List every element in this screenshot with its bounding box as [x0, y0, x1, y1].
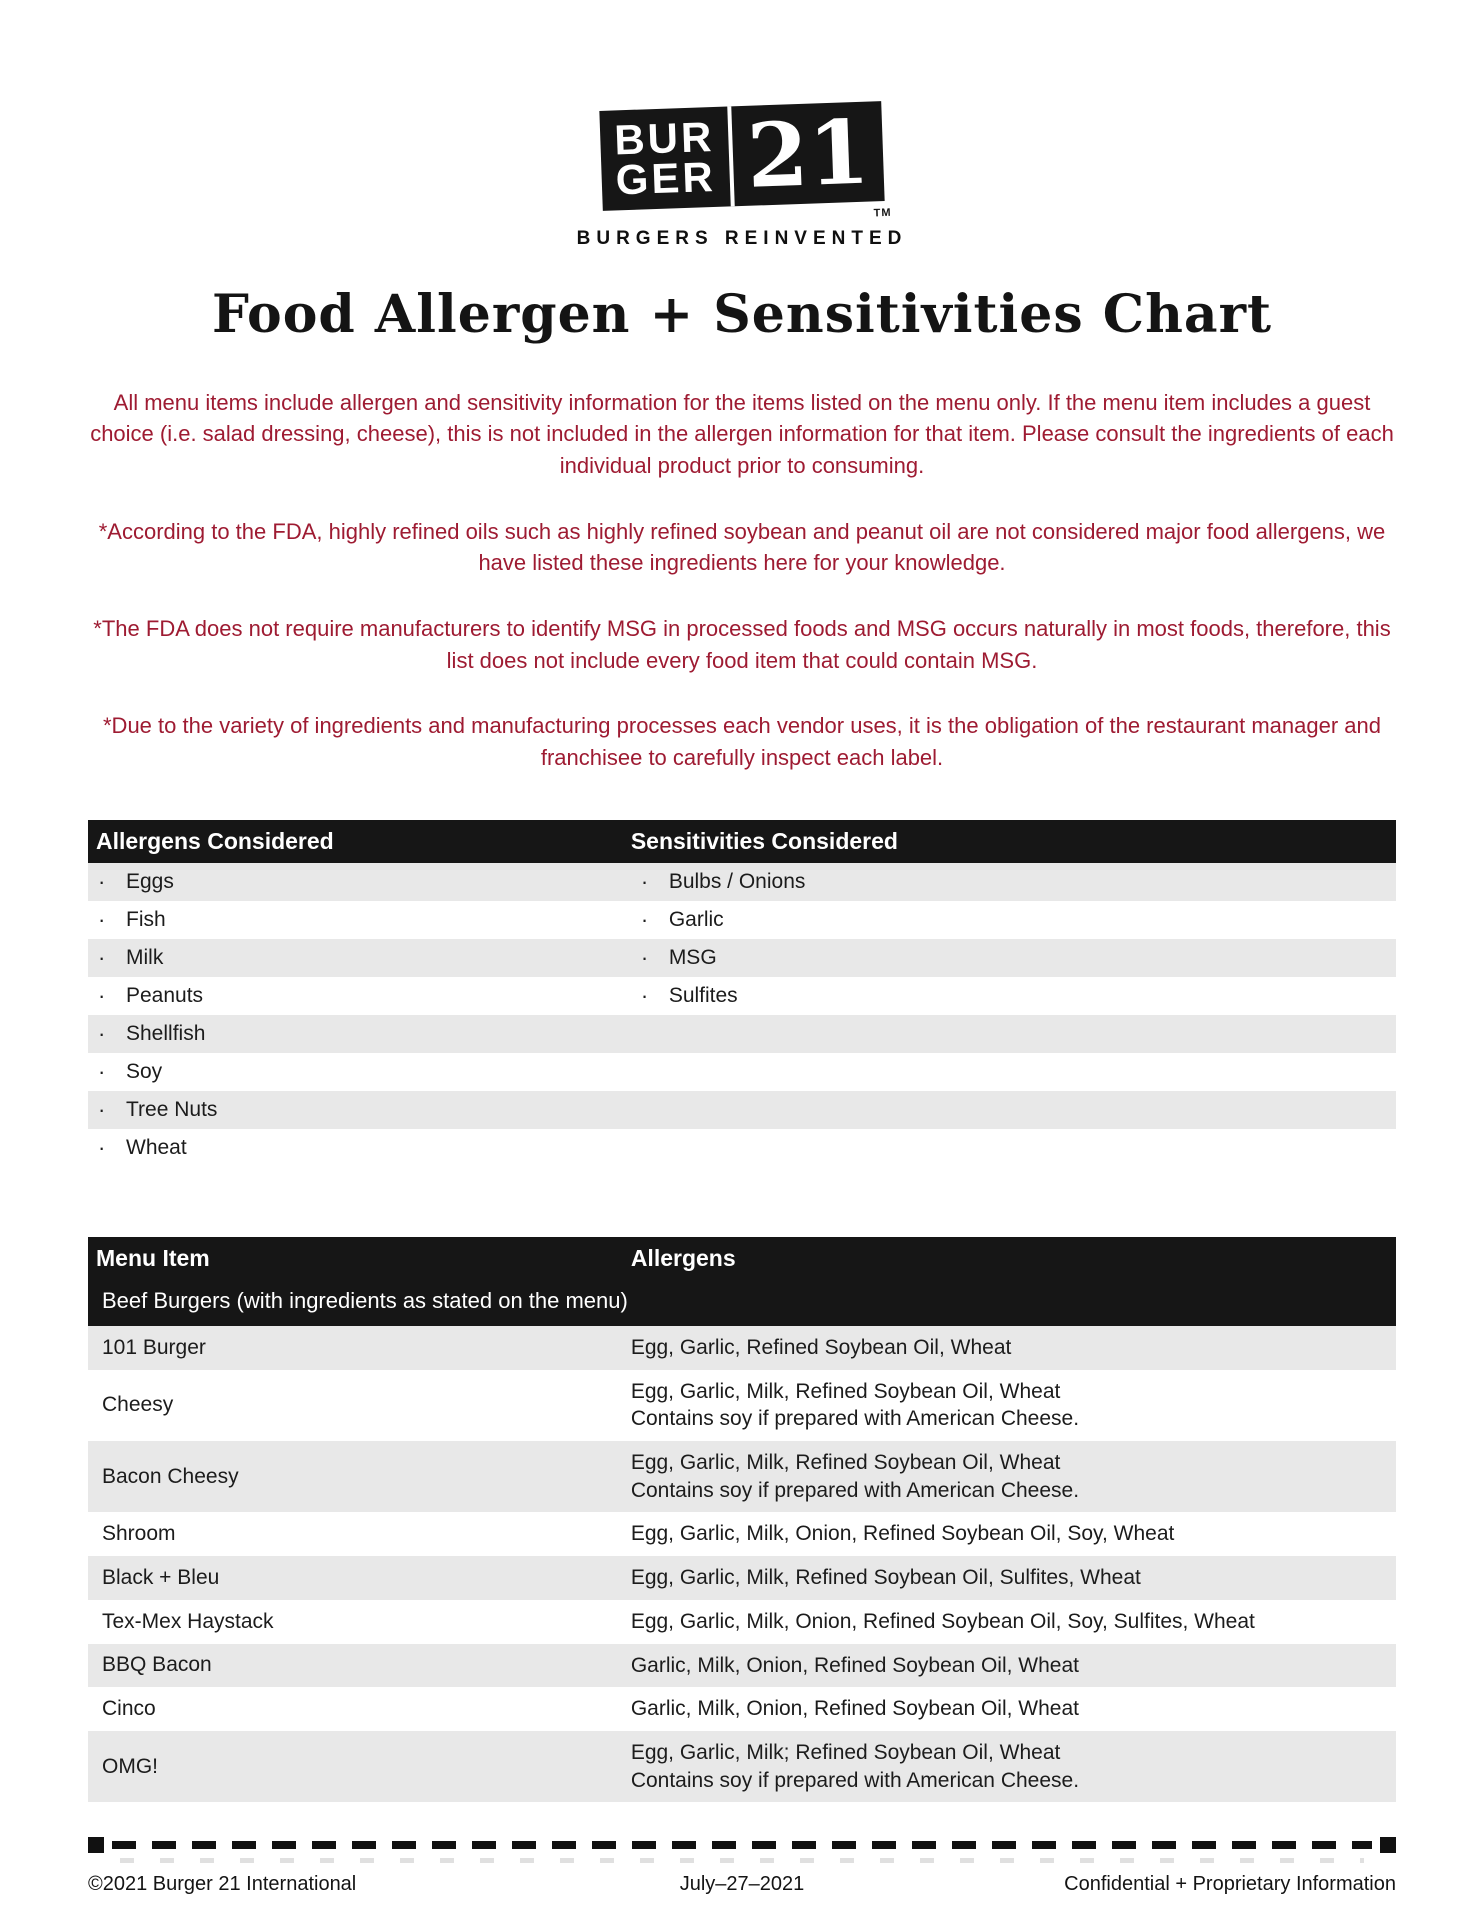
sensitivity-cell — [631, 1091, 1396, 1129]
sensitivities-considered-header: Sensitivities Considered — [630, 827, 898, 854]
menu-item-header: Menu Item — [96, 1244, 210, 1271]
menu-item-name: Bacon Cheesy — [102, 1464, 239, 1488]
menu-table-header — [88, 1237, 1396, 1280]
logo-text-ger: GER — [614, 152, 717, 204]
menu-item-name: 101 Burger — [102, 1335, 206, 1359]
menu-item-name: Tex-Mex Haystack — [102, 1609, 274, 1633]
allergens-considered-header: Allergens Considered — [96, 827, 334, 854]
bullet-icon: · — [640, 906, 649, 932]
menu-row — [88, 1731, 1396, 1802]
menu-item-allergens — [631, 1441, 1396, 1512]
intro-paragraph: *The FDA does not require manufacturers to identify MSG in processed foods and MSG occurs naturally in most foods, therefore, this list does not include every food item that could contain MSG. — [93, 616, 1391, 673]
menu-row — [88, 1441, 1396, 1512]
allergen-cell-label: Tree Nuts — [126, 1097, 218, 1121]
menu-row — [88, 1512, 1396, 1556]
sensitivity-cell — [631, 1015, 1396, 1053]
allergen-cell — [88, 1015, 631, 1053]
allergen-cell — [88, 1091, 631, 1129]
bullet-icon: · — [640, 868, 649, 894]
menu-item-name: OMG! — [102, 1754, 158, 1778]
allergen-cell-label: Shellfish — [126, 1021, 206, 1045]
allergen-cell — [88, 1129, 631, 1167]
footer — [88, 1837, 1396, 1896]
menu-item-allergens — [631, 1731, 1396, 1802]
menu-item-name: BBQ Bacon — [102, 1653, 212, 1677]
bullet-icon: · — [98, 944, 106, 970]
bullet-icon: · — [98, 1058, 106, 1084]
allergen-row — [88, 1053, 1396, 1091]
burger21-logo — [599, 99, 892, 220]
logo-section — [88, 0, 1396, 250]
allergen-cell — [88, 1053, 631, 1091]
logo-text-bur: BUR — [613, 112, 715, 164]
allergen-note: Contains soy if prepared with American Cheese. — [630, 1407, 1080, 1431]
footer-date: July–27–2021 — [679, 1873, 805, 1895]
menu-allergens-header: Allergens — [630, 1244, 736, 1271]
menu-item-allergens — [631, 1370, 1396, 1441]
intro-paragraph: All menu items include allergen and sensitivity information for the items listed on the menu only. If the menu item includes a guest choice (i.e. salad dressing, cheese), this is not included in the allergen information for that item. Please consult the ingredients of each individual product prior to consuming. — [90, 389, 1394, 479]
menu-row — [88, 1326, 1396, 1370]
menu-item-allergens — [631, 1556, 1396, 1600]
square-end-left-icon — [88, 1837, 104, 1853]
allergen-line: Egg, Garlic, Milk, Onion, Refined Soybean Oil, Soy, Wheat — [630, 1522, 1175, 1546]
bullet-icon: · — [98, 868, 106, 894]
menu-row — [88, 1644, 1396, 1688]
menu-item-allergens — [631, 1600, 1396, 1644]
menu-item-name: Cinco — [102, 1697, 156, 1721]
bullet-icon: · — [640, 944, 649, 970]
allergen-line: Garlic, Milk, Onion, Refined Soybean Oil, Wheat — [630, 1653, 1080, 1677]
sensitivity-cell-label: MSG — [668, 945, 717, 969]
allergen-cell — [88, 939, 631, 977]
sensitivity-cell — [631, 939, 1396, 977]
sensitivity-cell — [631, 863, 1396, 901]
logo-tagline: BURGERS REINVENTED — [576, 227, 908, 249]
trademark-symbol: TM — [873, 206, 892, 220]
menu-row — [88, 1370, 1396, 1441]
allergen-line: Egg, Garlic, Milk, Onion, Refined Soybean Oil, Soy, Sulfites, Wheat — [630, 1609, 1255, 1633]
sensitivity-cell — [631, 1053, 1396, 1091]
allergen-cell — [88, 901, 631, 939]
allergen-line: Egg, Garlic, Milk, Refined Soybean Oil, Wheat — [630, 1379, 1061, 1403]
allergen-table-body — [88, 863, 1396, 1167]
menu-item-name: Cheesy — [102, 1393, 174, 1417]
allergen-cell-label: Milk — [126, 945, 164, 969]
logo-wordmark — [599, 106, 734, 210]
footer-dash-line — [88, 1837, 1396, 1853]
allergen-cell-label: Peanuts — [126, 983, 204, 1007]
menu-item-allergens — [631, 1326, 1396, 1370]
footer-confidential: Confidential + Proprietary Information — [1064, 1873, 1396, 1895]
allergen-cell — [88, 977, 631, 1015]
menu-item-allergens — [631, 1644, 1396, 1688]
bullet-icon: · — [98, 1096, 106, 1122]
intro-paragraph: *Due to the variety of ingredients and manufacturing processes each vendor uses, it is the obligation of the restaurant manager and franchisee to carefully inspect each label. — [103, 713, 1381, 771]
menu-row — [88, 1556, 1396, 1600]
intro-section — [88, 387, 1396, 774]
menu-item-allergens — [631, 1687, 1396, 1731]
bullet-icon: · — [98, 982, 106, 1008]
allergen-row — [88, 977, 1396, 1015]
bullet-icon: · — [98, 906, 106, 932]
menu-item-name: Shroom — [102, 1522, 176, 1546]
sensitivity-cell-label: Sulfites — [668, 983, 738, 1007]
allergen-row — [88, 1129, 1396, 1167]
allergen-cell-label: Soy — [126, 1059, 163, 1083]
allergen-line: Egg, Garlic, Milk, Refined Soybean Oil, Sulfites, Wheat — [630, 1566, 1141, 1590]
allergen-line: Egg, Garlic, Refined Soybean Oil, Wheat — [630, 1335, 1012, 1359]
allergen-line: Garlic, Milk, Onion, Refined Soybean Oil, Wheat — [630, 1697, 1080, 1721]
logo-number: 21 — [744, 99, 871, 208]
allergen-note: Contains soy if prepared with American Cheese. — [630, 1478, 1080, 1502]
allergen-row — [88, 1015, 1396, 1053]
dashed-rule-ghost-icon — [120, 1858, 1364, 1863]
sensitivity-cell — [631, 901, 1396, 939]
bullet-icon: · — [640, 982, 649, 1008]
sensitivity-cell-label: Garlic — [668, 907, 724, 931]
logo-number-block — [731, 101, 885, 206]
menu-row — [88, 1600, 1396, 1644]
menu-item-allergens — [631, 1512, 1396, 1556]
sensitivity-cell-label: Bulbs / Onions — [668, 869, 806, 893]
allergen-row — [88, 939, 1396, 977]
allergen-row — [88, 863, 1396, 901]
footer-text-row — [88, 1873, 1396, 1896]
allergen-table — [88, 820, 1396, 1167]
allergen-note: Contains soy if prepared with American Cheese. — [630, 1768, 1080, 1792]
allergen-cell-label: Fish — [126, 907, 166, 931]
allergen-row — [88, 1091, 1396, 1129]
allergen-table-header — [88, 820, 1396, 863]
footer-copyright: ©2021 Burger 21 International — [88, 1873, 357, 1895]
menu-table-body — [88, 1326, 1396, 1803]
menu-section-row: Beef Burgers (with ingredients as stated on the menu) — [88, 1280, 1396, 1326]
menu-table — [88, 1237, 1396, 1803]
page-title: Food Allergen + Sensitivities Chart — [211, 283, 1273, 345]
allergen-line: Egg, Garlic, Milk, Refined Soybean Oil, Wheat — [630, 1450, 1061, 1474]
allergen-cell-label: Wheat — [126, 1135, 187, 1159]
allergen-cell — [88, 863, 631, 901]
bullet-icon: · — [98, 1134, 106, 1160]
sensitivity-cell — [631, 977, 1396, 1015]
sensitivity-cell — [631, 1129, 1396, 1167]
menu-item-name: Black + Bleu — [102, 1566, 220, 1589]
allergen-row — [88, 901, 1396, 939]
bullet-icon: · — [98, 1020, 106, 1046]
intro-paragraph: *According to the FDA, highly refined oils such as highly refined soybean and peanut oil are not considered major food allergens, we have listed these ingredients here for your knowledge. — [98, 518, 1386, 576]
menu-row — [88, 1687, 1396, 1731]
allergen-cell-label: Eggs — [126, 869, 174, 893]
allergen-line: Egg, Garlic, Milk; Refined Soybean Oil, Wheat — [630, 1741, 1061, 1765]
dashed-rule-icon — [112, 1841, 1372, 1849]
square-end-right-icon — [1380, 1837, 1396, 1853]
